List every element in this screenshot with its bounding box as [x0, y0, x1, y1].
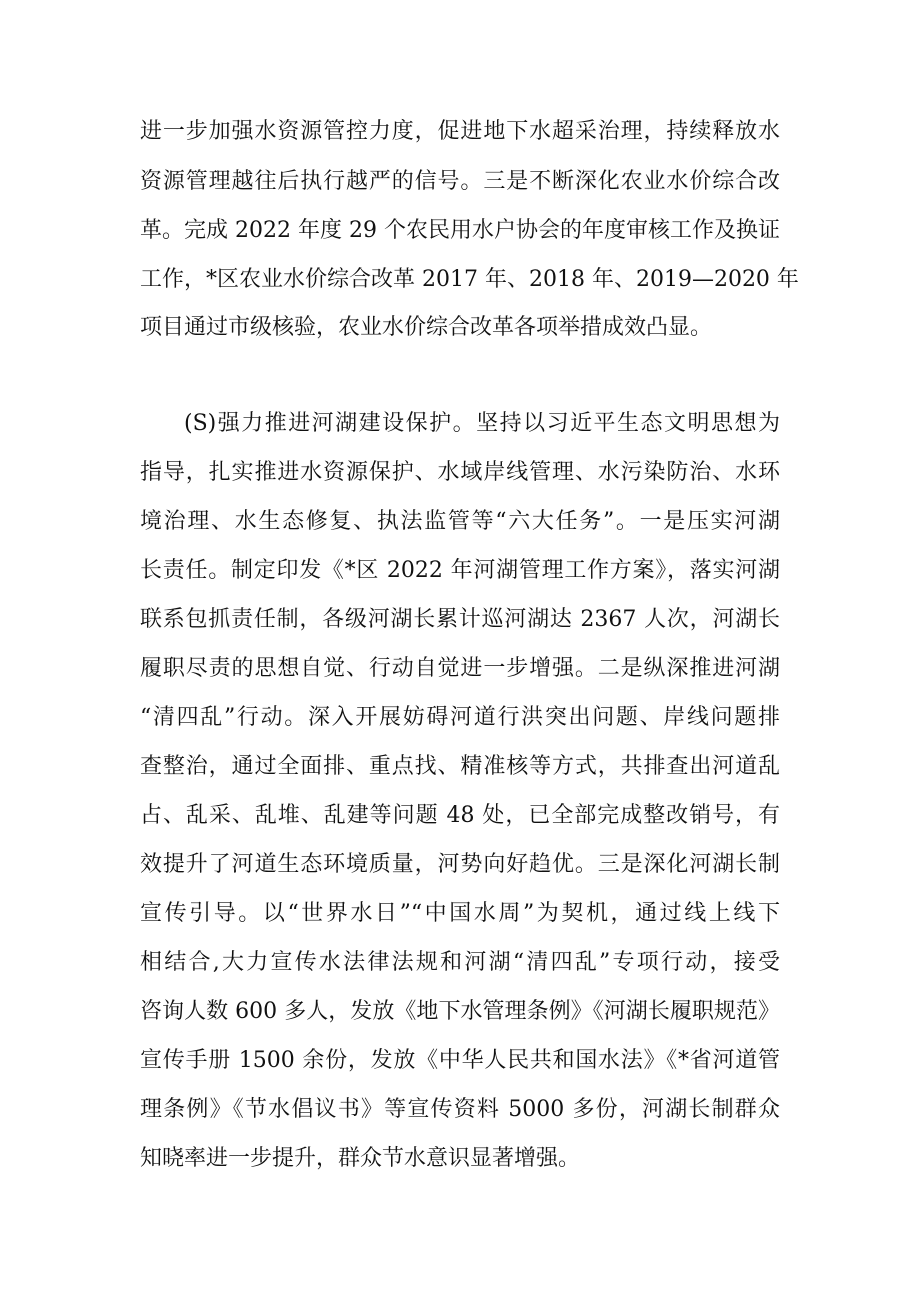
text-line: 占、乱采、乱堆、乱建等问题 48 处，已全部完成整改销号，有	[140, 803, 780, 828]
text-line: 工作，*区农业水价综合改革 2017 年、2018 年、2019—2020 年	[140, 267, 799, 292]
text-line: 查整治，通过全面排、重点找、精准核等方式，共排查出河道乱	[140, 754, 780, 779]
text-line: “清四乱”行动。深入开展妨碍河道行洪突出问题、岸线问题排	[140, 705, 780, 730]
text-line: 资源管理越往后执行越严的信号。三是不断深化农业水价综合改	[140, 169, 780, 194]
text-line: 知晓率进一步提升，群众节水意识显著增强。	[140, 1146, 581, 1171]
text-line: 联系包抓责任制，各级河湖长累计巡河湖达 2367 人次，河湖长	[140, 607, 780, 632]
text-line: 效提升了河道生态环境质量，河势向好趋优。三是深化河湖长制	[140, 852, 780, 877]
text-line: 理条例》《节水倡议书》等宣传资料 5000 多份，河湖长制群众	[140, 1097, 780, 1122]
text-line: 境治理、水生态修复、执法监管等“六大任务”。一是压实河湖	[140, 509, 780, 534]
text-line: 进一步加强水资源管控力度，促进地下水超采治理，持续释放水	[140, 119, 780, 144]
text-line: 指导，扎实推进水资源保护、水域岸线管理、水污染防治、水环	[140, 460, 780, 485]
text-line: 宣传引导。以“世界水日”“中国水周”为契机，通过线上线下	[140, 901, 780, 926]
text-line: 咨询人数 600 多人，发放《地下水管理条例》《河湖长履职规范》	[140, 999, 780, 1024]
text-line: 革。完成 2022 年度 29 个农民用水户协会的年度审核工作及换证	[140, 218, 780, 243]
text-line: 相结合,大力宣传水法律法规和河湖“清四乱”专项行动，接受	[140, 950, 780, 975]
text-line: 宣传手册 1500 余份，发放《中华人民共和国水法》《*省河道管	[140, 1048, 780, 1073]
section-heading-line: (S)强力推进河湖建设保护。坚持以习近平生态文明思想为	[184, 411, 780, 436]
text-line: 项目通过市级核验，农业水价综合改革各项举措成效凸显。	[140, 315, 713, 340]
text-line: 履职尽责的思想自觉、行动自觉进一步增强。二是纵深推进河湖	[140, 656, 780, 681]
text-line: 长责任。制定印发《*区 2022 年河湖管理工作方案》，落实河湖	[140, 558, 780, 583]
